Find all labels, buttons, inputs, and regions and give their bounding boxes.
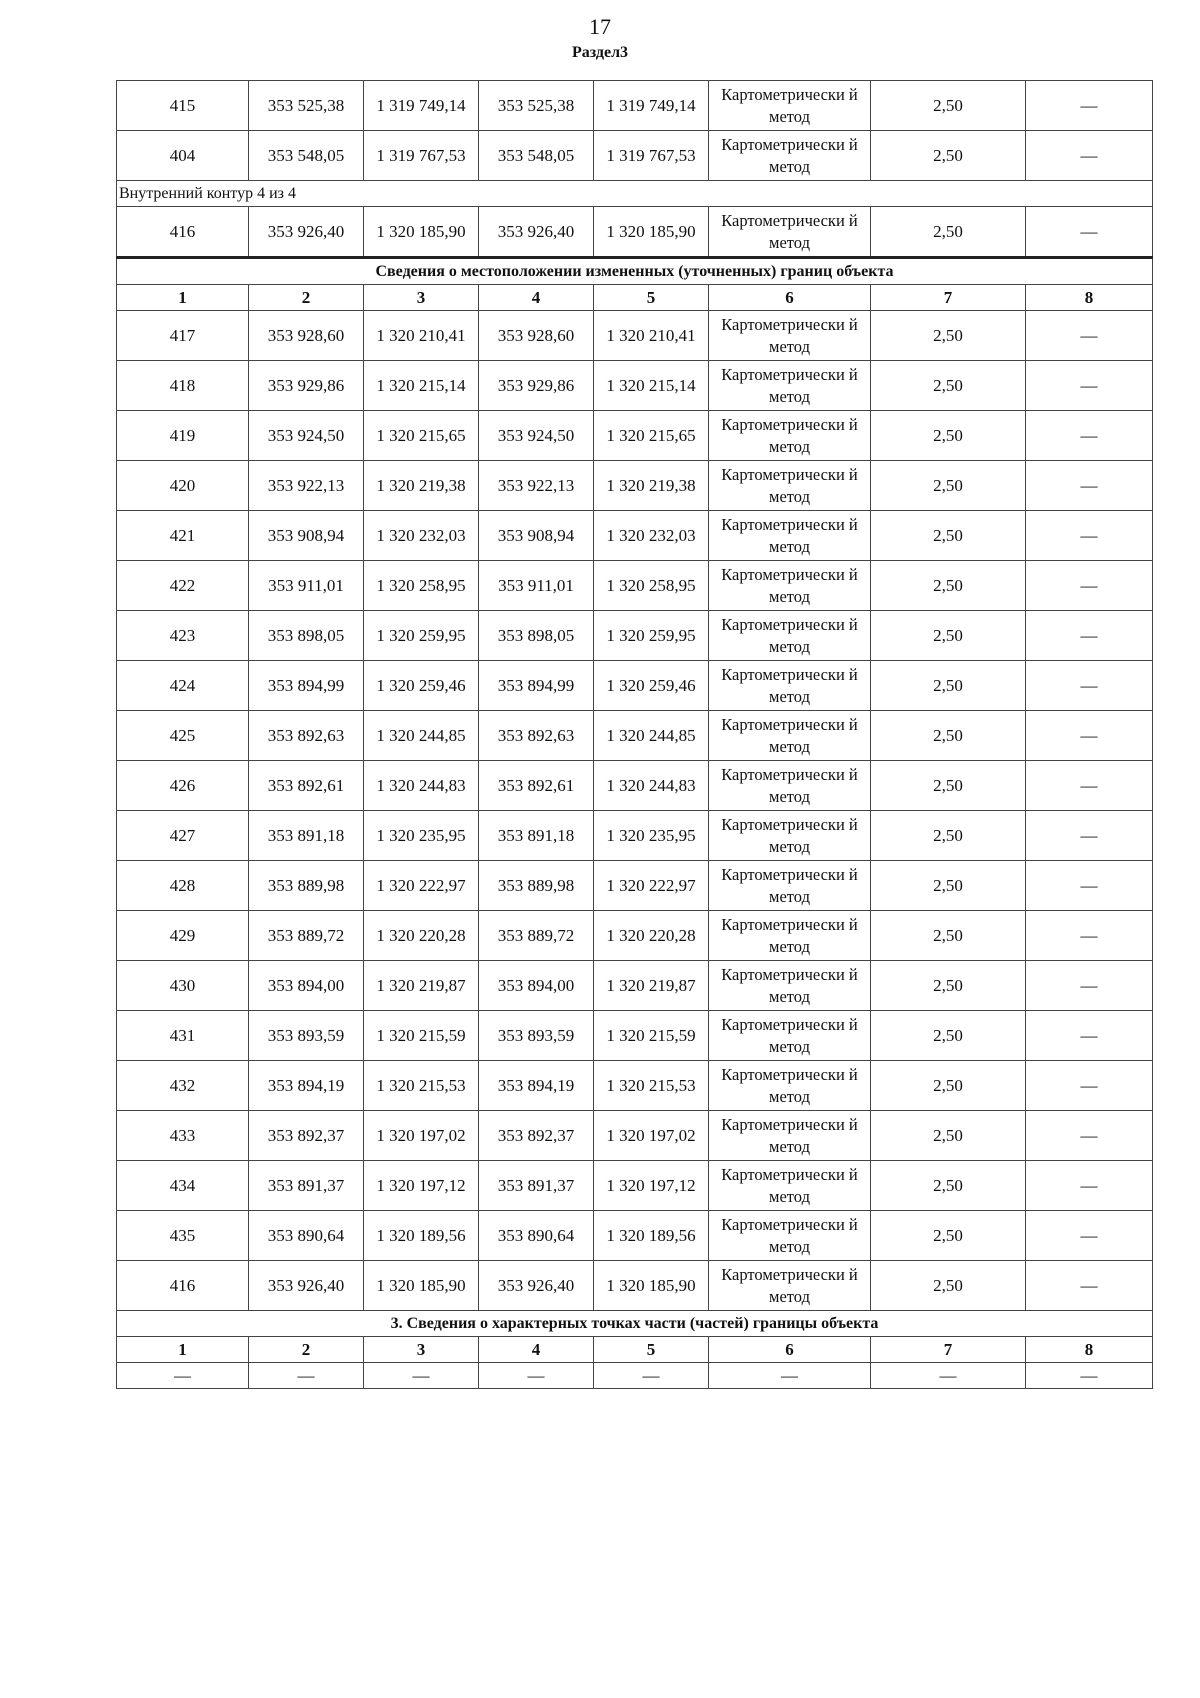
point-number: 435 [117, 1211, 249, 1261]
note-cell: — [1026, 1011, 1153, 1061]
y-coordinate-refined: 1 320 244,85 [594, 711, 709, 761]
note-cell: — [1026, 361, 1153, 411]
precision-cell: 2,50 [871, 131, 1026, 181]
column-number-row [117, 1337, 1153, 1363]
x-coordinate: 353 926,40 [249, 1261, 364, 1311]
y-coordinate-refined: 1 320 185,90 [594, 1261, 709, 1311]
column-number: 4 [479, 1337, 594, 1363]
x-coordinate: 353 894,00 [249, 961, 364, 1011]
note-cell: — [1026, 761, 1153, 811]
empty-cell: — [117, 1363, 249, 1389]
y-coordinate-refined: 1 320 215,14 [594, 361, 709, 411]
method-cell: Картометрически й метод [709, 461, 871, 511]
column-number: 2 [249, 1337, 364, 1363]
note-cell: — [1026, 611, 1153, 661]
x-coordinate-refined: 353 890,64 [479, 1211, 594, 1261]
y-coordinate-refined: 1 320 215,59 [594, 1011, 709, 1061]
column-number: 8 [1026, 1337, 1153, 1363]
x-coordinate: 353 892,63 [249, 711, 364, 761]
table-row [117, 361, 1153, 411]
y-coordinate-refined: 1 320 232,03 [594, 511, 709, 561]
method-cell: Картометрически й метод [709, 131, 871, 181]
x-coordinate: 353 924,50 [249, 411, 364, 461]
point-number: 431 [117, 1011, 249, 1061]
table-row [117, 911, 1153, 961]
precision-cell: 2,50 [871, 911, 1026, 961]
method-cell: Картометрически й метод [709, 411, 871, 461]
method-cell: Картометрически й метод [709, 207, 871, 258]
precision-cell: 2,50 [871, 711, 1026, 761]
note-cell: — [1026, 661, 1153, 711]
method-cell: Картометрически й метод [709, 81, 871, 131]
method-cell: Картометрически й метод [709, 561, 871, 611]
section-title: Раздел3 [571, 44, 629, 61]
x-coordinate-refined: 353 525,38 [479, 81, 594, 131]
x-coordinate: 353 891,18 [249, 811, 364, 861]
table-row [117, 811, 1153, 861]
parts-section [117, 1311, 1153, 1389]
table-row [117, 761, 1153, 811]
point-number: 427 [117, 811, 249, 861]
precision-cell: 2,50 [871, 81, 1026, 131]
precision-cell: 2,50 [871, 1211, 1026, 1261]
y-coordinate-refined: 1 319 767,53 [594, 131, 709, 181]
table-row [117, 511, 1153, 561]
point-number: 416 [117, 1261, 249, 1311]
y-coordinate: 1 320 215,65 [364, 411, 479, 461]
x-coordinate-refined: 353 908,94 [479, 511, 594, 561]
point-number: 420 [117, 461, 249, 511]
x-coordinate-refined: 353 926,40 [479, 1261, 594, 1311]
x-coordinate-refined: 353 911,01 [479, 561, 594, 611]
x-coordinate: 353 922,13 [249, 461, 364, 511]
precision-cell: 2,50 [871, 1111, 1026, 1161]
precision-cell: 2,50 [871, 511, 1026, 561]
precision-cell: 2,50 [871, 1061, 1026, 1111]
column-number: 7 [871, 1337, 1026, 1363]
method-cell: Картометрически й метод [709, 1111, 871, 1161]
precision-cell: 2,50 [871, 207, 1026, 258]
point-number: 430 [117, 961, 249, 1011]
y-coordinate-refined: 1 320 185,90 [594, 207, 709, 258]
method-cell: Картометрически й метод [709, 661, 871, 711]
note-cell: — [1026, 1111, 1153, 1161]
point-number: 429 [117, 911, 249, 961]
precision-cell: 2,50 [871, 611, 1026, 661]
empty-cell: — [1026, 1363, 1153, 1389]
precision-cell: 2,50 [871, 761, 1026, 811]
method-cell: Картометрически й метод [709, 711, 871, 761]
column-number: 6 [709, 1337, 871, 1363]
y-coordinate-refined: 1 320 197,12 [594, 1161, 709, 1211]
table-row [117, 1261, 1153, 1311]
x-coordinate-refined: 353 898,05 [479, 611, 594, 661]
x-coordinate: 353 911,01 [249, 561, 364, 611]
note-cell: — [1026, 1061, 1153, 1111]
x-coordinate: 353 894,99 [249, 661, 364, 711]
contour-label: Внутренний контур 4 из 4 [117, 181, 1153, 207]
y-coordinate: 1 319 749,14 [364, 81, 479, 131]
y-coordinate-refined: 1 320 222,97 [594, 861, 709, 911]
note-cell: — [1026, 461, 1153, 511]
rows-contour [117, 207, 1153, 258]
method-cell: Картометрически й метод [709, 1211, 871, 1261]
column-number: 7 [871, 285, 1026, 311]
y-coordinate: 1 320 210,41 [364, 311, 479, 361]
precision-cell: 2,50 [871, 1161, 1026, 1211]
y-coordinate: 1 320 215,53 [364, 1061, 479, 1111]
precision-cell: 2,50 [871, 561, 1026, 611]
note-cell: — [1026, 207, 1153, 258]
y-coordinate: 1 320 215,14 [364, 361, 479, 411]
note-cell: — [1026, 511, 1153, 561]
y-coordinate: 1 320 197,12 [364, 1161, 479, 1211]
column-number: 1 [117, 285, 249, 311]
x-coordinate-refined: 353 894,00 [479, 961, 594, 1011]
point-number: 416 [117, 207, 249, 258]
x-coordinate: 353 891,37 [249, 1161, 364, 1211]
point-number: 404 [117, 131, 249, 181]
precision-cell: 2,50 [871, 661, 1026, 711]
precision-cell: 2,50 [871, 311, 1026, 361]
table-row [117, 81, 1153, 131]
table-row [117, 861, 1153, 911]
table-row [117, 311, 1153, 361]
x-coordinate: 353 889,72 [249, 911, 364, 961]
x-coordinate-refined: 353 893,59 [479, 1011, 594, 1061]
note-cell: — [1026, 1211, 1153, 1261]
parts-empty-row [117, 1363, 1153, 1389]
x-coordinate: 353 893,59 [249, 1011, 364, 1061]
boundary-points-table [116, 80, 1153, 1389]
y-coordinate: 1 320 219,38 [364, 461, 479, 511]
method-cell: Картометрически й метод [709, 1161, 871, 1211]
table-row [117, 961, 1153, 1011]
precision-cell: 2,50 [871, 961, 1026, 1011]
point-number: 433 [117, 1111, 249, 1161]
point-number: 423 [117, 611, 249, 661]
y-coordinate: 1 320 189,56 [364, 1211, 479, 1261]
point-number: 434 [117, 1161, 249, 1211]
x-coordinate-refined: 353 889,98 [479, 861, 594, 911]
method-cell: Картометрически й метод [709, 811, 871, 861]
x-coordinate: 353 926,40 [249, 207, 364, 258]
column-number-row [117, 285, 1153, 311]
empty-cell: — [871, 1363, 1026, 1389]
table-row [117, 1161, 1153, 1211]
empty-cell: — [479, 1363, 594, 1389]
y-coordinate-refined: 1 320 258,95 [594, 561, 709, 611]
precision-cell: 2,50 [871, 1011, 1026, 1061]
y-coordinate-refined: 1 320 215,65 [594, 411, 709, 461]
method-cell: Картометрически й метод [709, 1261, 871, 1311]
contour-section [117, 181, 1153, 207]
x-coordinate-refined: 353 548,05 [479, 131, 594, 181]
x-coordinate-refined: 353 889,72 [479, 911, 594, 961]
y-coordinate-refined: 1 320 235,95 [594, 811, 709, 861]
x-coordinate-refined: 353 928,60 [479, 311, 594, 361]
note-cell: — [1026, 561, 1153, 611]
y-coordinate-refined: 1 320 259,95 [594, 611, 709, 661]
method-cell: Картометрически й метод [709, 311, 871, 361]
x-coordinate: 353 908,94 [249, 511, 364, 561]
empty-cell: — [594, 1363, 709, 1389]
table-row [117, 611, 1153, 661]
y-coordinate-refined: 1 320 219,38 [594, 461, 709, 511]
y-coordinate-refined: 1 320 259,46 [594, 661, 709, 711]
x-coordinate-refined: 353 926,40 [479, 207, 594, 258]
note-cell: — [1026, 1161, 1153, 1211]
table-row [117, 661, 1153, 711]
y-coordinate: 1 320 219,87 [364, 961, 479, 1011]
precision-cell: 2,50 [871, 1261, 1026, 1311]
point-number: 417 [117, 311, 249, 361]
point-number: 418 [117, 361, 249, 411]
note-cell: — [1026, 1261, 1153, 1311]
precision-cell: 2,50 [871, 411, 1026, 461]
note-cell: — [1026, 311, 1153, 361]
precision-cell: 2,50 [871, 361, 1026, 411]
y-coordinate: 1 320 185,90 [364, 207, 479, 258]
x-coordinate-refined: 353 891,18 [479, 811, 594, 861]
x-coordinate-refined: 353 922,13 [479, 461, 594, 511]
y-coordinate: 1 320 220,28 [364, 911, 479, 961]
column-number: 5 [594, 1337, 709, 1363]
changed-section-header [117, 258, 1153, 311]
point-number: 432 [117, 1061, 249, 1111]
x-coordinate-refined: 353 891,37 [479, 1161, 594, 1211]
column-number: 4 [479, 285, 594, 311]
note-cell: — [1026, 711, 1153, 761]
x-coordinate: 353 889,98 [249, 861, 364, 911]
method-cell: Картометрически й метод [709, 1061, 871, 1111]
method-cell: Картометрически й метод [709, 511, 871, 561]
note-cell: — [1026, 131, 1153, 181]
point-number: 424 [117, 661, 249, 711]
method-cell: Картометрически й метод [709, 361, 871, 411]
column-number: 5 [594, 285, 709, 311]
heading-changed-boundaries: Сведения о местоположении измененных (уточненных) границ объекта [117, 258, 1153, 285]
note-cell: — [1026, 811, 1153, 861]
note-cell: — [1026, 911, 1153, 961]
x-coordinate: 353 898,05 [249, 611, 364, 661]
note-cell: — [1026, 81, 1153, 131]
x-coordinate: 353 525,38 [249, 81, 364, 131]
y-coordinate-refined: 1 320 219,87 [594, 961, 709, 1011]
rows-top [117, 81, 1153, 181]
table-row [117, 711, 1153, 761]
y-coordinate-refined: 1 320 215,53 [594, 1061, 709, 1111]
rows-changed [117, 311, 1153, 1311]
x-coordinate: 353 894,19 [249, 1061, 364, 1111]
column-number: 1 [117, 1337, 249, 1363]
column-number: 6 [709, 285, 871, 311]
method-cell: Картометрически й метод [709, 911, 871, 961]
y-coordinate: 1 320 259,46 [364, 661, 479, 711]
x-coordinate-refined: 353 924,50 [479, 411, 594, 461]
table-row [117, 1111, 1153, 1161]
point-number: 425 [117, 711, 249, 761]
y-coordinate: 1 320 259,95 [364, 611, 479, 661]
y-coordinate-refined: 1 319 749,14 [594, 81, 709, 131]
point-number: 421 [117, 511, 249, 561]
precision-cell: 2,50 [871, 861, 1026, 911]
precision-cell: 2,50 [871, 461, 1026, 511]
point-number: 428 [117, 861, 249, 911]
y-coordinate: 1 320 222,97 [364, 861, 479, 911]
y-coordinate: 1 320 258,95 [364, 561, 479, 611]
x-coordinate: 353 892,61 [249, 761, 364, 811]
heading-boundary-parts: 3. Сведения о характерных точках части (частей) границы объекта [117, 1311, 1153, 1337]
x-coordinate-refined: 353 892,37 [479, 1111, 594, 1161]
table-row [117, 1061, 1153, 1111]
table-row [117, 1211, 1153, 1261]
empty-cell: — [364, 1363, 479, 1389]
point-number: 419 [117, 411, 249, 461]
y-coordinate: 1 320 244,83 [364, 761, 479, 811]
y-coordinate-refined: 1 320 210,41 [594, 311, 709, 361]
y-coordinate: 1 320 197,02 [364, 1111, 479, 1161]
precision-cell: 2,50 [871, 811, 1026, 861]
x-coordinate: 353 890,64 [249, 1211, 364, 1261]
point-number: 426 [117, 761, 249, 811]
y-coordinate-refined: 1 320 197,02 [594, 1111, 709, 1161]
table-row [117, 461, 1153, 511]
x-coordinate-refined: 353 929,86 [479, 361, 594, 411]
x-coordinate-refined: 353 894,19 [479, 1061, 594, 1111]
table-row [117, 131, 1153, 181]
x-coordinate: 353 548,05 [249, 131, 364, 181]
x-coordinate: 353 892,37 [249, 1111, 364, 1161]
y-coordinate: 1 320 185,90 [364, 1261, 479, 1311]
method-cell: Картометрически й метод [709, 761, 871, 811]
x-coordinate-refined: 353 894,99 [479, 661, 594, 711]
x-coordinate: 353 929,86 [249, 361, 364, 411]
table-row [117, 561, 1153, 611]
note-cell: — [1026, 861, 1153, 911]
y-coordinate: 1 320 235,95 [364, 811, 479, 861]
table-row [117, 1011, 1153, 1061]
y-coordinate: 1 320 244,85 [364, 711, 479, 761]
empty-cell: — [249, 1363, 364, 1389]
y-coordinate-refined: 1 320 189,56 [594, 1211, 709, 1261]
method-cell: Картометрически й метод [709, 1011, 871, 1061]
note-cell: — [1026, 411, 1153, 461]
method-cell: Картометрически й метод [709, 961, 871, 1011]
page-number: 17 [589, 14, 611, 39]
column-number: 3 [364, 285, 479, 311]
column-number: 3 [364, 1337, 479, 1363]
x-coordinate: 353 928,60 [249, 311, 364, 361]
method-cell: Картометрически й метод [709, 611, 871, 661]
table-row [117, 411, 1153, 461]
point-number: 415 [117, 81, 249, 131]
y-coordinate: 1 320 232,03 [364, 511, 479, 561]
y-coordinate: 1 319 767,53 [364, 131, 479, 181]
column-number: 2 [249, 285, 364, 311]
empty-cell: — [709, 1363, 871, 1389]
y-coordinate: 1 320 215,59 [364, 1011, 479, 1061]
y-coordinate-refined: 1 320 220,28 [594, 911, 709, 961]
table-row [117, 207, 1153, 258]
note-cell: — [1026, 961, 1153, 1011]
method-cell: Картометрически й метод [709, 861, 871, 911]
column-number: 8 [1026, 285, 1153, 311]
x-coordinate-refined: 353 892,61 [479, 761, 594, 811]
point-number: 422 [117, 561, 249, 611]
x-coordinate-refined: 353 892,63 [479, 711, 594, 761]
y-coordinate-refined: 1 320 244,83 [594, 761, 709, 811]
